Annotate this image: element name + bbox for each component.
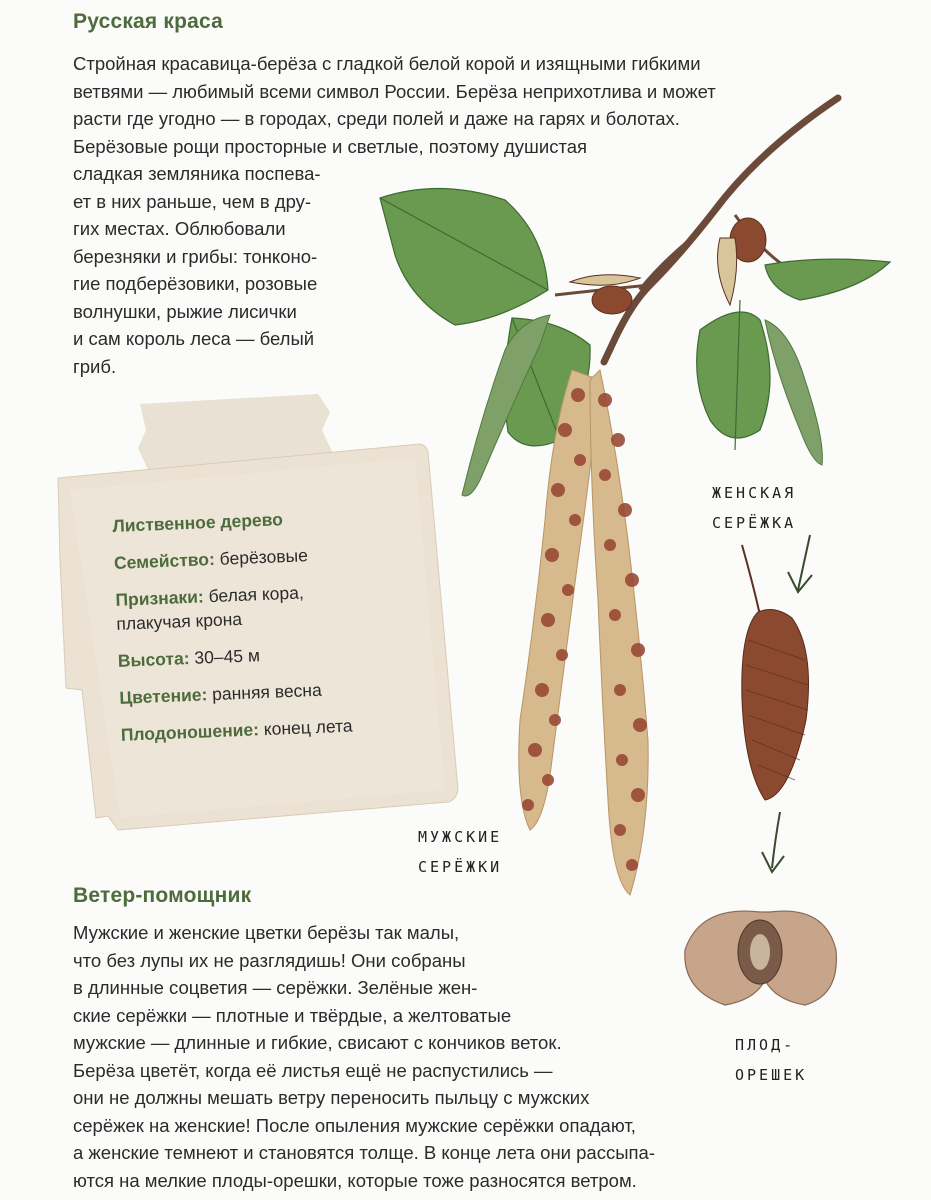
text-line: волнушки, рыжие лисички xyxy=(73,300,297,322)
text-line: гие подберёзовики, розовые xyxy=(73,273,318,294)
text-line: а женские темнеют и становятся толще. В конце лета они рассыпа- xyxy=(73,1142,655,1163)
card-row-features: Признаки: белая кора, плакучая крона xyxy=(115,582,305,634)
text-line: ветвями — любимый всеми символ России. Берёза неприхотлива и может xyxy=(73,80,716,102)
text-line: расти где угодно — в городах, среди полей и даже на гарях и болотах. xyxy=(73,108,680,129)
card-title: Лиственное дерево xyxy=(112,509,284,536)
text-line: Берёза цветёт, когда её листья ещё не распустились — xyxy=(73,1059,553,1081)
text-line: ются на мелкие плоды-орешки, которые тоже разносятся ветром. xyxy=(73,1169,637,1191)
label-fruit-nut: ПЛОД- ОРЕШЕК xyxy=(735,1036,808,1084)
text-line: мужские — длинные и гибкие, свисают с кончиков веток. xyxy=(73,1032,562,1053)
label-male-catkins: МУЖСКИЕ СЕРЁЖКИ xyxy=(418,828,503,876)
pollination-paragraph xyxy=(73,919,655,1194)
text-line: березняки и грибы: тонконо- xyxy=(73,245,318,267)
text-line: гих местах. Облюбовали xyxy=(73,218,286,239)
text-line: гриб. xyxy=(73,355,117,377)
fruit-nut xyxy=(685,911,837,1005)
text-line: и сам король леса — белый xyxy=(73,328,315,349)
section-heading-russian-beauty: Русская краса xyxy=(73,10,224,33)
card-row-family: Семейство: берёзовые xyxy=(113,545,309,573)
text-line: Стройная красавица-берёза с гладкой белой корой и изящными гибкими xyxy=(73,53,701,74)
card-row-height: Высота: 30–45 м xyxy=(117,645,261,671)
male-catkins xyxy=(519,370,648,895)
label-female-catkin: ЖЕНСКАЯ СЕРЁЖКА xyxy=(712,484,797,532)
text-line: Берёзовые рощи просторные и светлые, поэтому душистая xyxy=(73,135,588,157)
section-heading-wind-helper: Ветер-помощник xyxy=(73,884,252,907)
card-row-fruiting: Плодоношение: конец лета xyxy=(120,715,353,745)
text-line: ские серёжки — плотные и твёрдые, а желтоватые xyxy=(73,1004,512,1026)
text-line: Мужские и женские цветки берёзы так малы, xyxy=(73,922,460,943)
text-line: сладкая земляника поспева- xyxy=(73,163,321,184)
text-line: серёжек на женские! После опыления мужские серёжки опадают, xyxy=(73,1114,636,1136)
card-row-flowering: Цветение: ранняя весна xyxy=(118,679,323,708)
text-line: что без лупы их не разглядишь! Они собраны xyxy=(73,949,466,971)
intro-paragraph xyxy=(73,50,716,380)
text-line: они не должны мешать ветру переносить пыльцу с мужских xyxy=(73,1087,590,1108)
text-line: ет в них раньше, чем в дру- xyxy=(73,190,312,212)
info-card xyxy=(112,505,354,760)
text-line: в длинные соцветия — серёжки. Зелёные жен- xyxy=(73,977,478,998)
